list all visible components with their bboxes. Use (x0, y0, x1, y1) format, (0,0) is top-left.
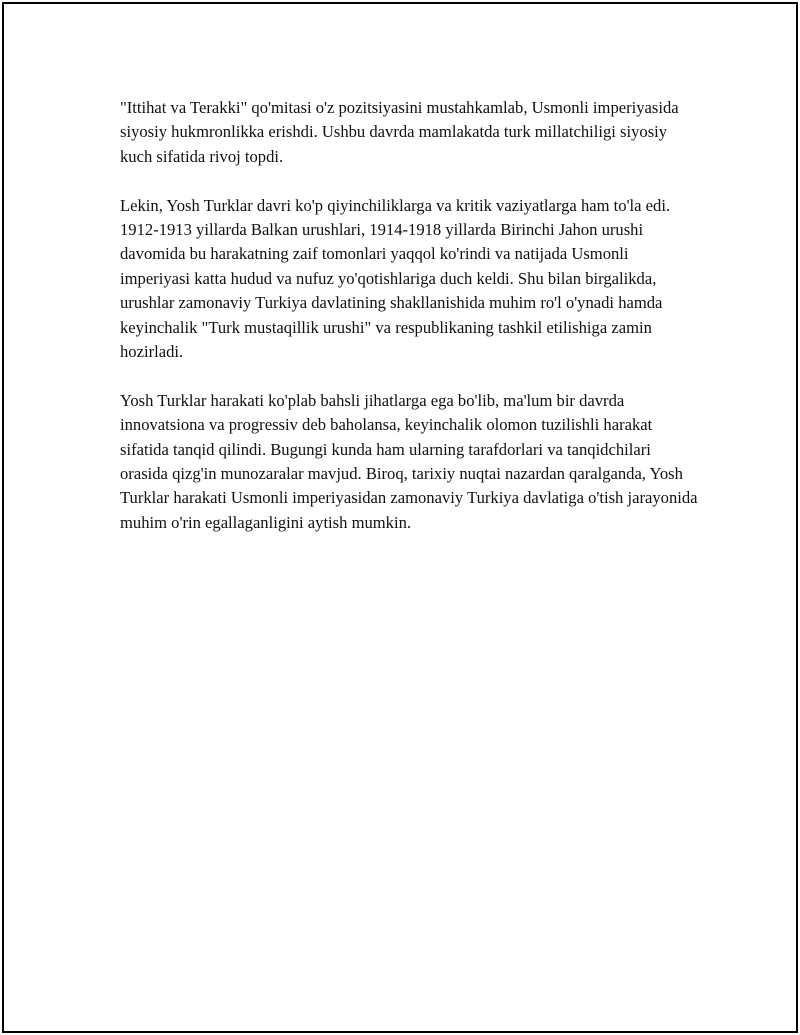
paragraph-1: "Ittihat va Terakki" qo'mitasi o'z pozitsiyasini mustahkamlab, Usmonli imperiyasida siyosiy hukmronlikka erishdi. Ushbu davrda mamlakatda turk millatchiligi siyosiy kuch sifatida rivoj topdi. (120, 98, 679, 166)
document-page (2, 2, 798, 1033)
document-body (120, 96, 698, 560)
paragraph-2: Lekin, Yosh Turklar davri ko'p qiyinchiliklarga va kritik vaziyatlarga ham to'la edi. 1912-1913 yillarda Balkan urushlari, 1914-1918 yillarda Birinchi Jahon urushi davomida bu harakatning zaif tomonlari yaqqol ko'rindi va natijada Usmonli imperiyasi katta hudud va nufuz yo'qotishlariga duch keldi. Shu bilan birgalikda, urushlar zamonaviy Turkiya davlatining shakllanishida muhim ro'l o'ynadi hamda keyinchalik "Turk mustaqillik urushi" va respublikaning tashkil etilishiga zamin hozirladi. (120, 195, 671, 362)
paragraph-3: Yosh Turklar harakati ko'plab bahsli jihatlarga ega bo'lib, ma'lum bir davrda innovatsiona va progressiv deb baholansa, keyinchalik olomon tuzilishli harakat sifatida tanqid qilindi. Bugungi kunda ham ularning tarafdorlari va tanqidchilari orasida qizg'in munozaralar mavjud. Biroq, tarixiy nuqtai nazardan qaralganda, Yosh Turklar harakati Usmonli imperiyasidan zamonaviy Turkiya davlatiga o'tish jarayonida muhim o'rin egallaganligini aytish mumkin. (120, 390, 698, 532)
